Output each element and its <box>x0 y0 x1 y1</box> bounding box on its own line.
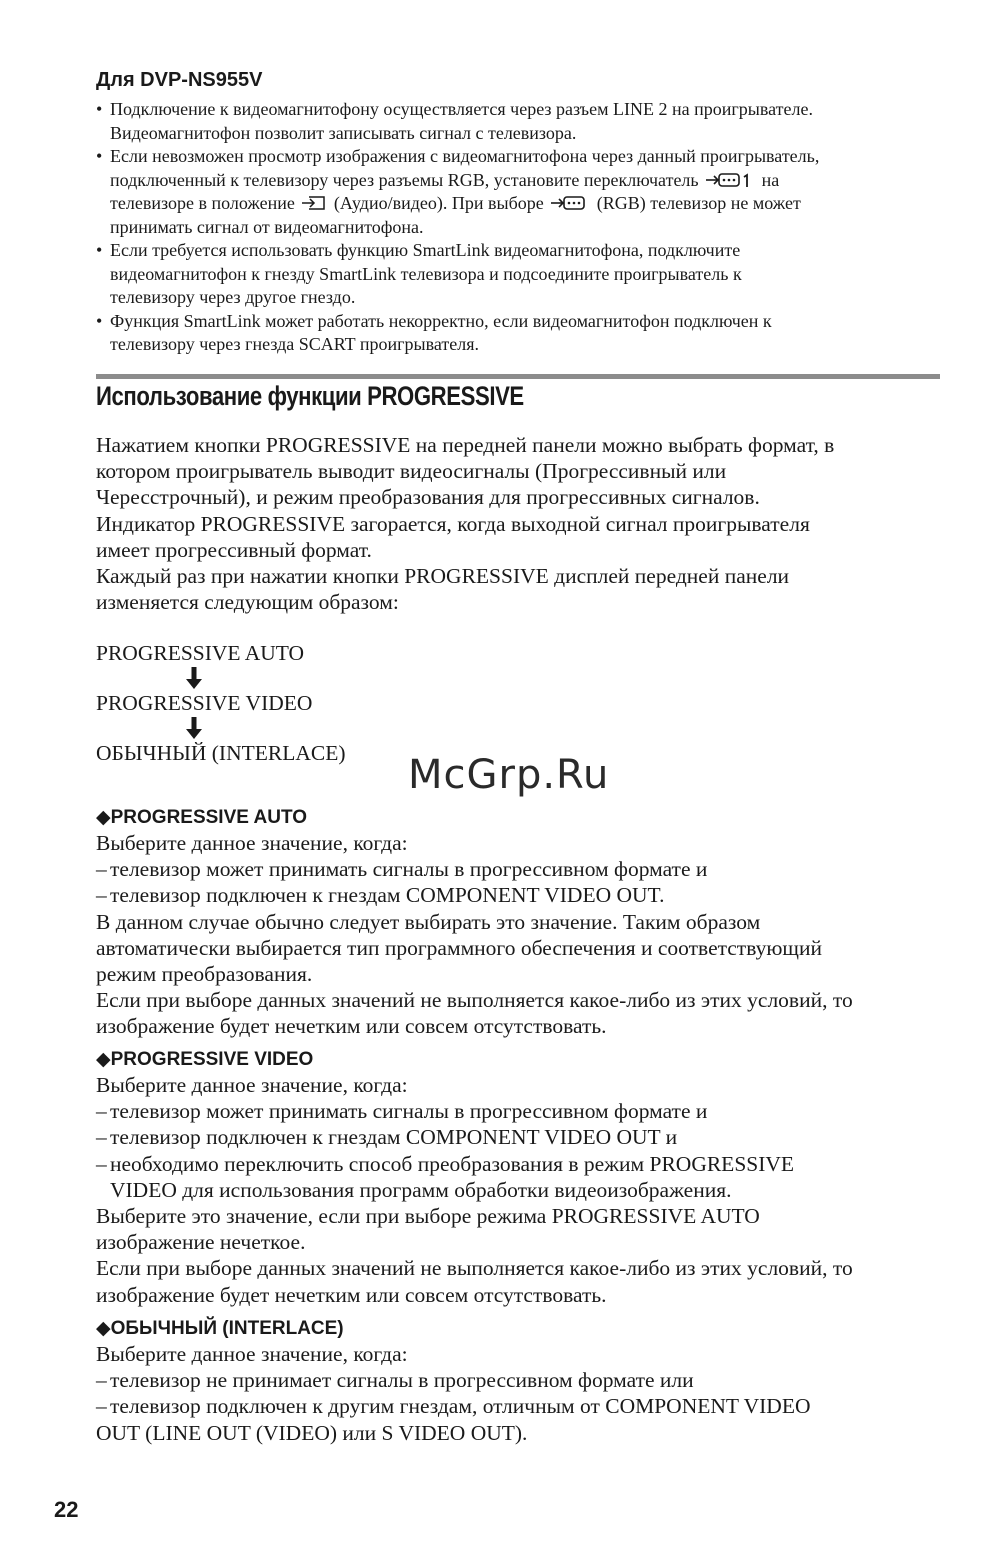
mode-cycle-diagram <box>96 640 346 767</box>
list-item-line: телевизору через гнезда SCART проигрывателя. <box>110 334 479 354</box>
arrow-down-icon <box>184 716 204 740</box>
list-item-line: Если требуется использовать функцию SmartLink видеомагнитофона, подключите <box>110 240 741 260</box>
text-line: Каждый раз при нажатии кнопки PROGRESSIVE дисплей передней панели <box>96 564 790 589</box>
option-progressive-video <box>96 1048 966 1308</box>
list-item-line: принимать сигнал от видеомагнитофона. <box>110 216 424 237</box>
list-item: – телевизор подключен к другим гнездам, отличным от COMPONENT VIDEO <box>96 1394 811 1419</box>
av-input-icon <box>301 194 327 212</box>
list-item <box>96 310 956 357</box>
text-line: Если при выборе данных значений не выполняется какое-либо из этих условий, то <box>96 1256 853 1281</box>
list-item: – телевизор может принимать сигналы в прогрессивном формате и <box>96 1099 708 1124</box>
section-heading-dvp-ns955v: Для DVP-NS955V <box>96 69 263 91</box>
arrow-down-icon <box>184 666 204 690</box>
bullet-dot: • <box>96 99 103 119</box>
section-title: Использование функции PROGRESSIVE <box>96 381 524 411</box>
list-item-line: подключенный к телевизору через разъемы RGB, установите переключатель на <box>110 169 780 190</box>
list-item: – телевизор может принимать сигналы в прогрессивном формате и <box>96 857 708 882</box>
rgb-input-icon <box>550 194 590 212</box>
text-line: Выберите данное значение, когда: <box>96 831 408 855</box>
list-item-line: телевизоре в положение (Аудио/видео). При выборе (RGB) телевизор не может <box>110 193 801 213</box>
text-line: Нажатием кнопки PROGRESSIVE на передней панели можно выбрать формат, в <box>96 433 835 457</box>
bullet-list <box>96 98 956 357</box>
list-item <box>96 145 956 239</box>
list-item <box>96 98 956 145</box>
text-line: имеет прогрессивный формат. <box>96 537 372 562</box>
text-line: Чересстрочный), и режим преобразования для прогрессивных сигналов. <box>96 485 760 510</box>
text-line: режим преобразования. <box>96 962 313 987</box>
bullet-dot: • <box>96 146 103 166</box>
text-line: Выберите данное значение, когда: <box>96 1342 408 1366</box>
text-line: В данном случае обычно следует выбирать это значение. Таким образом <box>96 909 761 934</box>
section-divider <box>96 374 940 379</box>
option-progressive-auto <box>96 806 966 1040</box>
list-item-line: Подключение к видеомагнитофону осуществляется через разъем LINE 2 на проигрывателе. <box>110 99 813 119</box>
mode-progressive-auto: PROGRESSIVE AUTO <box>96 641 305 665</box>
list-item-line: телевизору через другое гнездо. <box>110 287 356 307</box>
text-line: изображение будет нечетким или совсем отсутствовать. <box>96 1282 607 1307</box>
list-item-line: видеомагнитофон к гнезду SmartLink телевизора и подсоедините проигрыватель к <box>110 263 742 284</box>
text-line: Выберите это значение, если при выборе режима PROGRESSIVE AUTO <box>96 1204 760 1229</box>
bullet-dot: • <box>96 310 103 331</box>
text-line: OUT (LINE OUT (VIDEO) или S VIDEO OUT). <box>96 1420 528 1445</box>
list-item: – телевизор подключен к гнездам COMPONENT VIDEO OUT. <box>96 883 665 908</box>
text-line: изображение будет нечетким или совсем отсутствовать. <box>96 1014 607 1039</box>
list-item: – необходимо переключить способ преобразования в режим PROGRESSIVE VIDEO для использования программ обработки видеоизображения. <box>96 1151 795 1202</box>
text-line: изображение нечеткое. <box>96 1230 306 1255</box>
bullet-dot: • <box>96 240 103 260</box>
list-item: – телевизор подключен к гнездам COMPONENT VIDEO OUT и <box>96 1125 678 1150</box>
mode-interlace: ОБЫЧНЫЙ (INTERLACE) <box>96 741 346 766</box>
option-interlace <box>96 1317 966 1446</box>
option-title: ◆ОБЫЧНЫЙ (INTERLACE) <box>96 1318 344 1339</box>
text-line: изменяется следующим образом: <box>96 590 399 615</box>
list-item-line: Видеомагнитофон позволит записывать сигнал с телевизора. <box>110 122 577 143</box>
watermark: McGrp.Ru <box>408 752 610 798</box>
list-item-line: Если невозможен просмотр изображения с видеомагнитофона через данный проигрыватель, <box>110 146 820 166</box>
rgb-input-1-icon <box>705 171 755 189</box>
text-line: Индикатор PROGRESSIVE загорается, когда выходной сигнал проигрывателя <box>96 511 810 536</box>
text-line: Выберите данное значение, когда: <box>96 1073 408 1097</box>
text-line: котором проигрыватель выводит видеосигналы (Прогрессивный или <box>96 459 727 484</box>
mode-progressive-video: PROGRESSIVE VIDEO <box>96 691 313 716</box>
list-item <box>96 239 956 310</box>
text-line: Если при выборе данных значений не выполняется какое-либо из этих условий, то <box>96 988 853 1013</box>
list-item: – телевизор не принимает сигналы в прогрессивном формате или <box>96 1368 694 1393</box>
text-line: автоматически выбирается тип программного обеспечения и соответствующий <box>96 935 823 960</box>
list-item-line: Функция SmartLink может работать некорректно, если видеомагнитофон подключен к <box>110 310 772 331</box>
option-title: ◆PROGRESSIVE VIDEO <box>96 1049 314 1070</box>
intro-paragraph <box>96 432 956 615</box>
option-title: ◆PROGRESSIVE AUTO <box>96 807 307 828</box>
page-number: 22 <box>54 1497 79 1522</box>
